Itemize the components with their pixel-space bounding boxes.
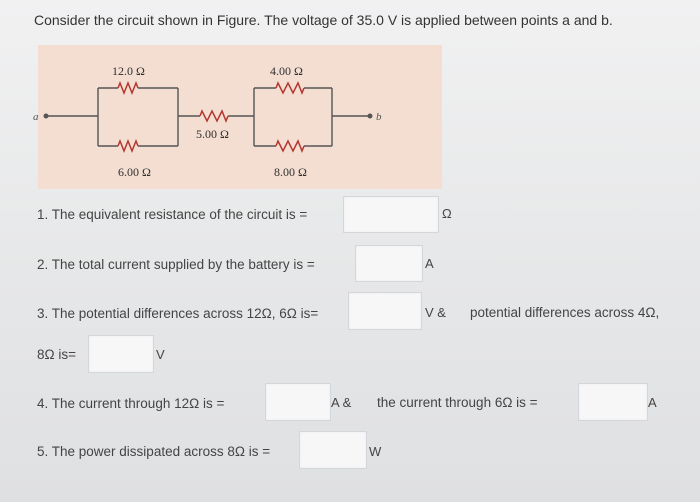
node-b-dot [368,114,373,119]
resistor-12-label: 12.0 Ω [112,64,145,78]
question-2-text: 2. The total current supplied by the battery is = [37,257,315,272]
question-3-text: 3. The potential differences across 12Ω, 6Ω is= [37,306,319,321]
question-4-text-2: the current through 6Ω is = [377,395,538,410]
question-1-unit: Ω [442,206,452,221]
question-5-unit: W [369,444,382,459]
total-current-input[interactable] [355,245,423,282]
circuit-diagram [33,45,442,189]
resistor-5-label: 5.00 Ω [196,127,229,141]
resistor-6-label: 6.00 Ω [118,165,151,179]
circuit-figure [33,45,442,189]
node-a-dot [44,114,49,119]
question-4-unit: A [648,395,657,410]
voltage-12-6-input[interactable] [348,292,422,330]
resistor-8-label: 8.00 Ω [274,165,307,179]
resistor-12-ohm [118,83,138,93]
question-3-mid-unit: V & [425,305,446,320]
resistor-4-ohm [276,83,304,93]
question-4-mid-unit: A & [331,395,352,410]
node-b-label: b [376,111,382,123]
resistor-4-label: 4.00 Ω [270,64,303,78]
problem-statement: Consider the circuit shown in Figure. The voltage of 35.0 V is applied between points a and b. [34,12,613,28]
question-3-text-2: potential differences across 4Ω, [470,305,660,320]
question-3-unit: V [156,347,165,362]
resistor-8-ohm [276,141,304,151]
node-a-label: a [33,111,39,123]
resistor-5-ohm [200,111,228,121]
question-1-text: 1. The equivalent resistance of the circuit is = [37,207,308,222]
power-8-input[interactable] [299,431,367,469]
voltage-4-8-input[interactable] [88,335,154,373]
question-3-text-3: 8Ω is= [37,347,76,362]
current-12-input[interactable] [265,383,331,421]
resistor-6-ohm [118,141,138,151]
equivalent-resistance-input[interactable] [343,196,439,233]
question-5-text: 5. The power dissipated across 8Ω is = [37,444,271,459]
current-6-input[interactable] [578,383,648,421]
question-4-text: 4. The current through 12Ω is = [37,396,225,411]
question-2-unit: A [425,256,434,271]
